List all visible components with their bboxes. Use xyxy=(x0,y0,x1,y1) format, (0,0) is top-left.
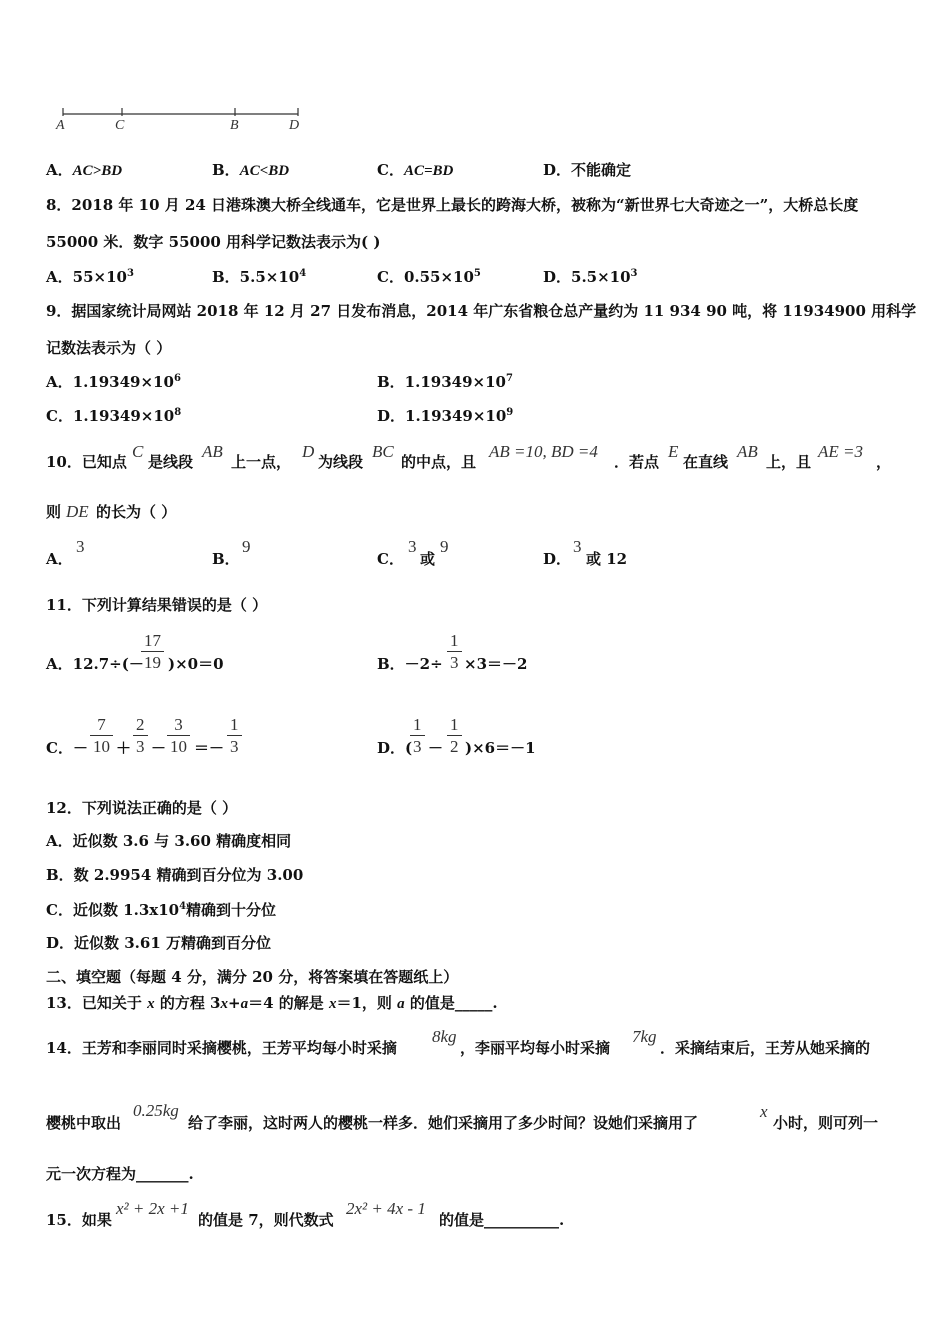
q10-math-ae: AE =3 xyxy=(818,442,863,461)
q13-stem: 13．已知关于 x 的方程 3x+a＝4 的解是 x＝1，则 a 的值是_____. xyxy=(46,994,498,1012)
q10-text-3: 上一点， xyxy=(231,453,292,471)
q10-text-6: ．若点 xyxy=(614,453,660,471)
q14-math-7kg: 7kg xyxy=(632,1027,657,1046)
q9-option-c: C．$1.19349\times 10^8$ xyxy=(46,407,182,425)
q11-option-b-post: ×3＝－2 xyxy=(464,655,528,673)
q9-option-a: A．$1.19349\times 10^6$ xyxy=(46,373,181,391)
q14-text-3: ．采摘结束后，王芳从她采摘的 xyxy=(660,1039,871,1057)
fraction-numerator: 17 xyxy=(144,631,161,650)
q12-option-a: A．近似数 3.6 与 3.60 精确度相同 xyxy=(46,832,292,850)
q10-text-8: 上，且 xyxy=(766,453,812,471)
fraction-numerator: 1 xyxy=(450,715,459,734)
q11-option-c-fraction-4 xyxy=(227,716,242,755)
q10-option-b-value: 9 xyxy=(242,537,251,556)
q10-math-c: C xyxy=(132,442,144,461)
q10-option-c-value2: 9 xyxy=(440,537,449,556)
q10-line2-b: 的长为（ ） xyxy=(96,503,177,521)
fraction-numerator: 3 xyxy=(174,715,183,734)
q15-text-1: 15．如果 xyxy=(46,1211,112,1229)
q12-option-d: D．近似数 3.61 万精确到百分位 xyxy=(46,934,271,952)
q15-text-3: 的值是__________. xyxy=(439,1211,565,1229)
fraction-denominator: 3 xyxy=(413,737,422,756)
q10-text-5: 的中点，且 xyxy=(401,453,477,471)
q11-option-c-fraction-3 xyxy=(167,716,190,755)
q8-option-c: C．$0.55\times 10^5$ xyxy=(377,268,481,286)
q10-option-c-label: C． xyxy=(377,550,404,568)
fraction-denominator: 3 xyxy=(230,737,239,756)
q11-option-a-fraction xyxy=(141,632,164,671)
q7-option-c: C．AC=BD xyxy=(377,161,454,179)
point-label-a: A xyxy=(56,118,65,133)
fraction-denominator: 10 xyxy=(170,737,187,756)
q11-option-c-eq: ＝－ xyxy=(194,739,225,757)
q8-stem-line1: 8．2018 年 10 月 24 日港珠澳大桥全线通车，它是世界上最长的跨海大桥，被称为“新世界七大奇迹之一”，大桥总长度 xyxy=(46,196,859,214)
point-label-d: D xyxy=(289,118,300,133)
line-segment-figure xyxy=(55,104,315,134)
q7-option-a: A．AC>BD xyxy=(46,161,123,179)
fraction-numerator: 1 xyxy=(230,715,239,734)
fraction-numerator: 1 xyxy=(413,715,422,734)
q11-stem: 11．下列计算结果错误的是（ ） xyxy=(46,596,268,614)
q12-option-b: B．数 2.9954 精确到百分位为 3.00 xyxy=(46,866,304,884)
q11-option-d-fraction-2 xyxy=(447,716,462,755)
q14-text-1: 14．王芳和李丽同时采摘樱桃，王芳平均每小时采摘 xyxy=(46,1039,397,1057)
q10-math-ab: AB xyxy=(202,442,223,461)
fraction-denominator: 3 xyxy=(450,653,459,672)
fraction-numerator: 2 xyxy=(136,715,145,734)
q11-option-d-post: )×6＝－1 xyxy=(465,739,536,757)
fraction-numerator: 7 xyxy=(97,715,106,734)
q11-option-d-fraction-1 xyxy=(410,716,425,755)
fraction-denominator: 10 xyxy=(93,737,110,756)
q8-option-a: A．$55\times 10^3$ xyxy=(46,268,134,286)
q12-option-c: C．近似数 $1.3x10^4$精确到十分位 xyxy=(46,901,277,919)
q10-option-a-value: 3 xyxy=(76,537,85,556)
q10-option-d-label: D． xyxy=(543,550,572,568)
fraction-numerator: 1 xyxy=(450,631,459,650)
q10-option-c-or: 或 xyxy=(420,550,436,568)
q14-text-4: 樱桃中取出 xyxy=(46,1114,122,1132)
q14-text-7: 元一次方程为_______. xyxy=(46,1165,194,1183)
q11-option-d-pre: D．( xyxy=(377,739,413,757)
q7-option-d: D．不能确定 xyxy=(543,161,632,179)
q14-math-025kg: 0.25kg xyxy=(133,1101,179,1120)
q10-math-ab2: AB xyxy=(737,442,758,461)
q11-option-a-pre: A．12.7÷(－ xyxy=(46,655,144,673)
q8-option-d: D．$5.5\times 10^3$ xyxy=(543,268,638,286)
q10-option-b-label: B． xyxy=(212,550,240,568)
q10-line2-a: 则 xyxy=(46,503,62,521)
q14-math-8kg: 8kg xyxy=(432,1027,457,1046)
q10-text-2: 是线段 xyxy=(148,453,194,471)
fraction-denominator: 3 xyxy=(136,737,145,756)
q9-option-b: B．$1.19349\times 10^7$ xyxy=(377,373,513,391)
q11-option-a-post: )×0＝0 xyxy=(168,655,224,673)
point-label-c: C xyxy=(115,118,125,133)
q9-stem-line2: 记数法表示为（ ） xyxy=(46,339,172,357)
q11-option-c-fraction-2 xyxy=(133,716,148,755)
q11-option-d-op: － xyxy=(428,739,444,757)
q10-math-d: D xyxy=(302,442,315,461)
q15-math-expr1: x² + 2x +1 xyxy=(116,1199,189,1218)
q9-option-d: D．$1.19349\times 10^9$ xyxy=(377,407,514,425)
q11-option-c-pre: C．－ xyxy=(46,739,88,757)
q14-text-6: 小时，则可列一 xyxy=(773,1114,879,1132)
q11-option-b-fraction xyxy=(447,632,462,671)
q7-option-b: B．AC<BD xyxy=(212,161,290,179)
point-label-b: B xyxy=(230,118,239,133)
q10-option-c-value1: 3 xyxy=(408,537,417,556)
q11-option-c-fraction-1 xyxy=(90,716,113,755)
q15-text-2: 的值是 7，则代数式 xyxy=(198,1211,334,1229)
q8-option-b: B．$5.5\times 10^4$ xyxy=(212,268,307,286)
q14-text-2: ，李丽平均每小时采摘 xyxy=(460,1039,611,1057)
q10-math-de: DE xyxy=(66,502,89,521)
q10-text-1: 10．已知点 xyxy=(46,453,127,471)
q11-option-b-pre: B．－2÷ xyxy=(377,655,443,673)
q9-stem-line1: 9．据国家统计局网站 2018 年 12 月 27 日发布消息，2014 年广东省粮仓总产量约为 11 934 90 吨，将 11934900 用科学 xyxy=(46,302,917,320)
q11-option-c-op1: ＋ xyxy=(116,739,132,757)
q14-text-5: 给了李丽，这时两人的樱桃一样多．她们采摘用了多少时间？设她们采摘用了 xyxy=(188,1114,699,1132)
q11-option-c-op2: － xyxy=(151,739,167,757)
section-heading: 二、填空题（每题 4 分，满分 20 分，将答案填在答题纸上） xyxy=(46,968,459,986)
q10-math-e: E xyxy=(668,442,679,461)
q14-math-x: x xyxy=(760,1102,768,1121)
q10-text-9: ， xyxy=(876,453,892,471)
q10-text-4: 为线段 xyxy=(318,453,364,471)
q10-math-bc: BC xyxy=(372,442,394,461)
q10-option-d-value: 3 xyxy=(573,537,582,556)
q12-stem: 12．下列说法正确的是（ ） xyxy=(46,799,238,817)
q8-stem-line2: 55000 米．数字 55000 用科学记数法表示为( ) xyxy=(46,233,381,251)
q15-math-expr2: 2x² + 4x - 1 xyxy=(346,1199,426,1218)
q10-option-a-label: A． xyxy=(46,550,73,568)
q10-option-d-or: 或 12 xyxy=(586,550,628,568)
q10-text-7: 在直线 xyxy=(683,453,729,471)
q10-math-given: AB =10, BD =4 xyxy=(489,442,598,461)
fraction-denominator: 19 xyxy=(144,653,161,672)
fraction-denominator: 2 xyxy=(450,737,459,756)
